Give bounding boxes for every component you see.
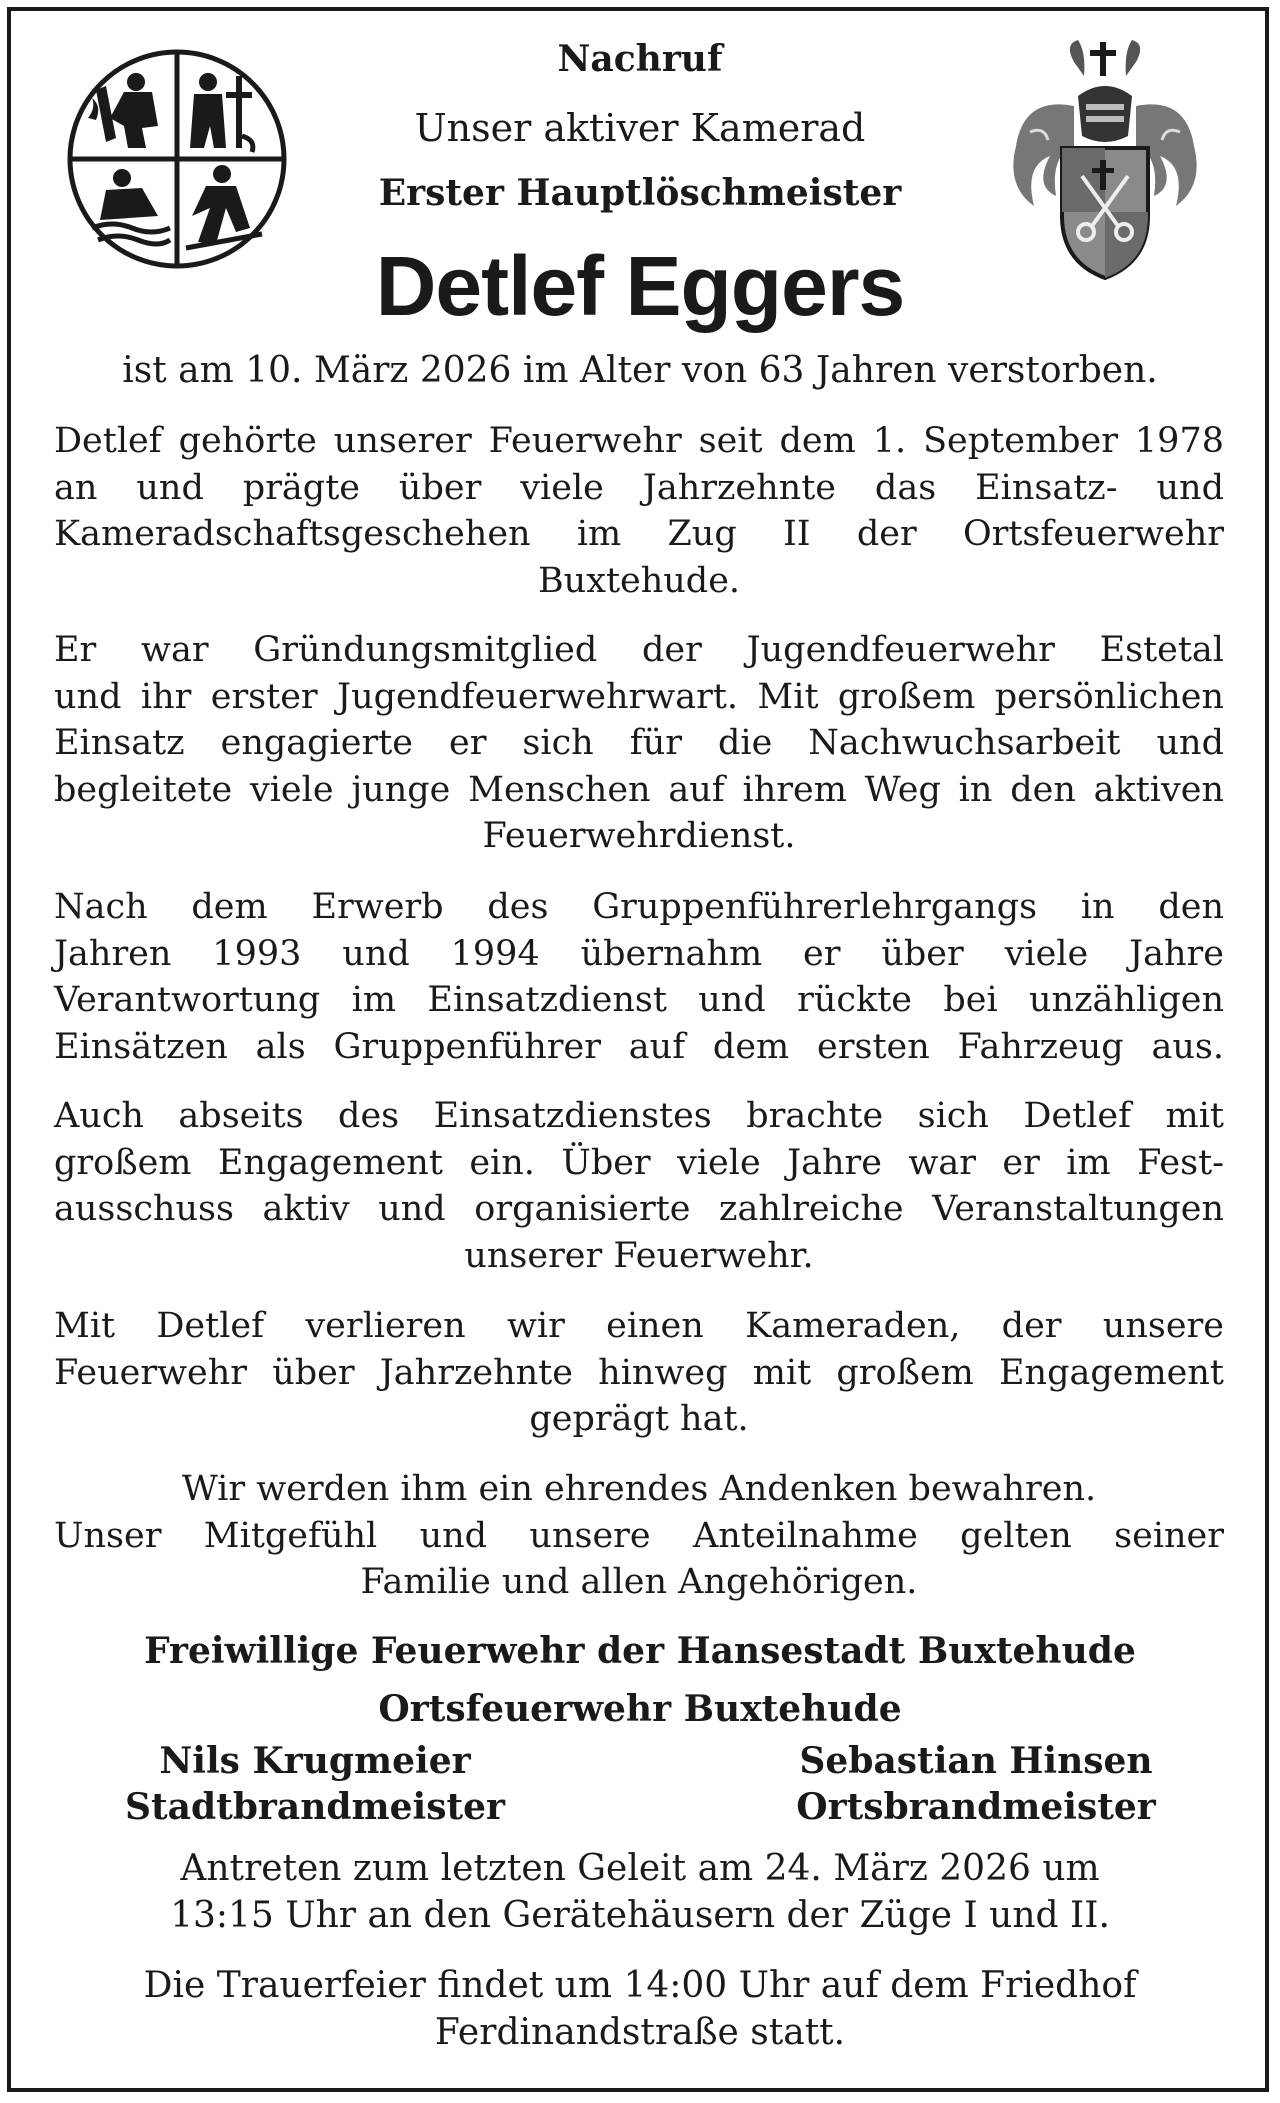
signatory-title: Stadtbrandmeister (124, 1786, 505, 1828)
funeral-line: Ferdinandstraße statt. (434, 2011, 846, 2053)
paragraph-line: Unser Mitgefühl und unsere Anteilnahme gelten seiner (54, 1515, 1224, 1556)
procession-info (0, 1846, 1280, 1939)
funeral-info (0, 1963, 1280, 2056)
notice-subtitle: Unser aktiver Kamerad (414, 106, 866, 150)
paragraph-line: Detlef gehörte unserer Feuerwehr seit dem 1. September 1978 (54, 421, 1224, 461)
paragraph-line: geprägt hat. (529, 1399, 749, 1439)
paragraph-line: Einsatz engagierte er sich für die Nachwuchsarbeit und (54, 723, 1224, 763)
paragraph-line: an und prägte über viele Jahrzehnte das Einsatz- und (54, 467, 1224, 508)
organization-unit: Ortsfeuerwehr Buxtehude (378, 1688, 902, 1730)
paragraph-line: Einsätzen als Gruppenführer auf dem ersten Fahrzeug aus. (54, 1026, 1224, 1067)
paragraph-line: Er war Gründungsmitglied der Jugendfeuerwehr Estetal (54, 630, 1224, 670)
paragraph-condolences (54, 1466, 1224, 1606)
paragraph-line: unserer Feuerwehr. (464, 1235, 814, 1276)
paragraph-loss (54, 1303, 1224, 1443)
paragraph-youth-brigade (54, 627, 1224, 860)
organization-name: Freiwillige Feuerwehr der Hansestadt Buxtehude (144, 1630, 1136, 1672)
paragraph-line: Auch abseits des Einsatzdienstes brachte sich Detlef mit (54, 1096, 1224, 1136)
paragraph-line: Feuerwehr über Jahrzehnte hinweg mit großem Engagement (54, 1352, 1224, 1393)
signatory-left (85, 1738, 545, 1830)
paragraph-line: großem Engagement ein. Über viele Jahre war er im Fest- (54, 1142, 1224, 1183)
paragraph-line: Jahren 1993 und 1994 übernahm er über viele Jahre (54, 933, 1224, 974)
paragraph-line: Buxtehude. (537, 560, 741, 601)
paragraph-line: ausschuss aktiv und organisierte zahlreiche Veranstaltungen (54, 1189, 1224, 1229)
paragraph-line: Kameradschaftsgeschehen im Zug II der Ortsfeuerwehr (54, 514, 1224, 554)
rank-title: Erster Hauptlöschmeister (378, 172, 902, 214)
procession-line: 13:15 Uhr an den Gerätehäusern der Züge I und II. (170, 1894, 1110, 1936)
paragraph-membership (54, 418, 1224, 604)
paragraph-line: und ihr erster Jugendfeuerwehrwart. Mit großem persönlichen (54, 676, 1224, 717)
signatory-name: Nils Krugmeier (159, 1740, 471, 1782)
paragraph-line: Feuerwehrdienst. (482, 816, 796, 856)
paragraph-line: begleitete viele junge Menschen auf ihrem Weg in den aktiven (54, 769, 1224, 810)
paragraph-line: Verantwortung im Einsatzdienst und rückte bei unzähligen (54, 980, 1224, 1020)
paragraph-line: Familie und allen Angehörigen. (360, 1562, 918, 1602)
procession-line: Antreten zum letzten Geleit am 24. März 2026 um (180, 1848, 1100, 1889)
death-announcement: ist am 10. März 2026 im Alter von 63 Jahren verstorben. (122, 350, 1158, 391)
funeral-line: Die Trauerfeier findet um 14:00 Uhr auf dem Friedhof (143, 1965, 1137, 2006)
signatory-right (746, 1738, 1206, 1830)
paragraph-line: Mit Detlef verlieren wir einen Kameraden, der unsere (54, 1306, 1224, 1346)
paragraph-festival-committee (54, 1093, 1224, 1279)
paragraph-line: Nach dem Erwerb des Gruppenführerlehrgangs in den (54, 887, 1224, 927)
signatory-name: Sebastian Hinsen (799, 1740, 1153, 1782)
deceased-name: Detlef Eggers (375, 239, 905, 333)
signatory-title: Ortsbrandmeister (796, 1786, 1156, 1828)
paragraph-line: Wir werden ihm ein ehrendes Andenken bewahren. (181, 1469, 1097, 1509)
notice-heading: Nachruf (557, 38, 723, 80)
paragraph-group-leader (54, 884, 1224, 1070)
fire-brigade-emblem-icon (66, 48, 288, 270)
